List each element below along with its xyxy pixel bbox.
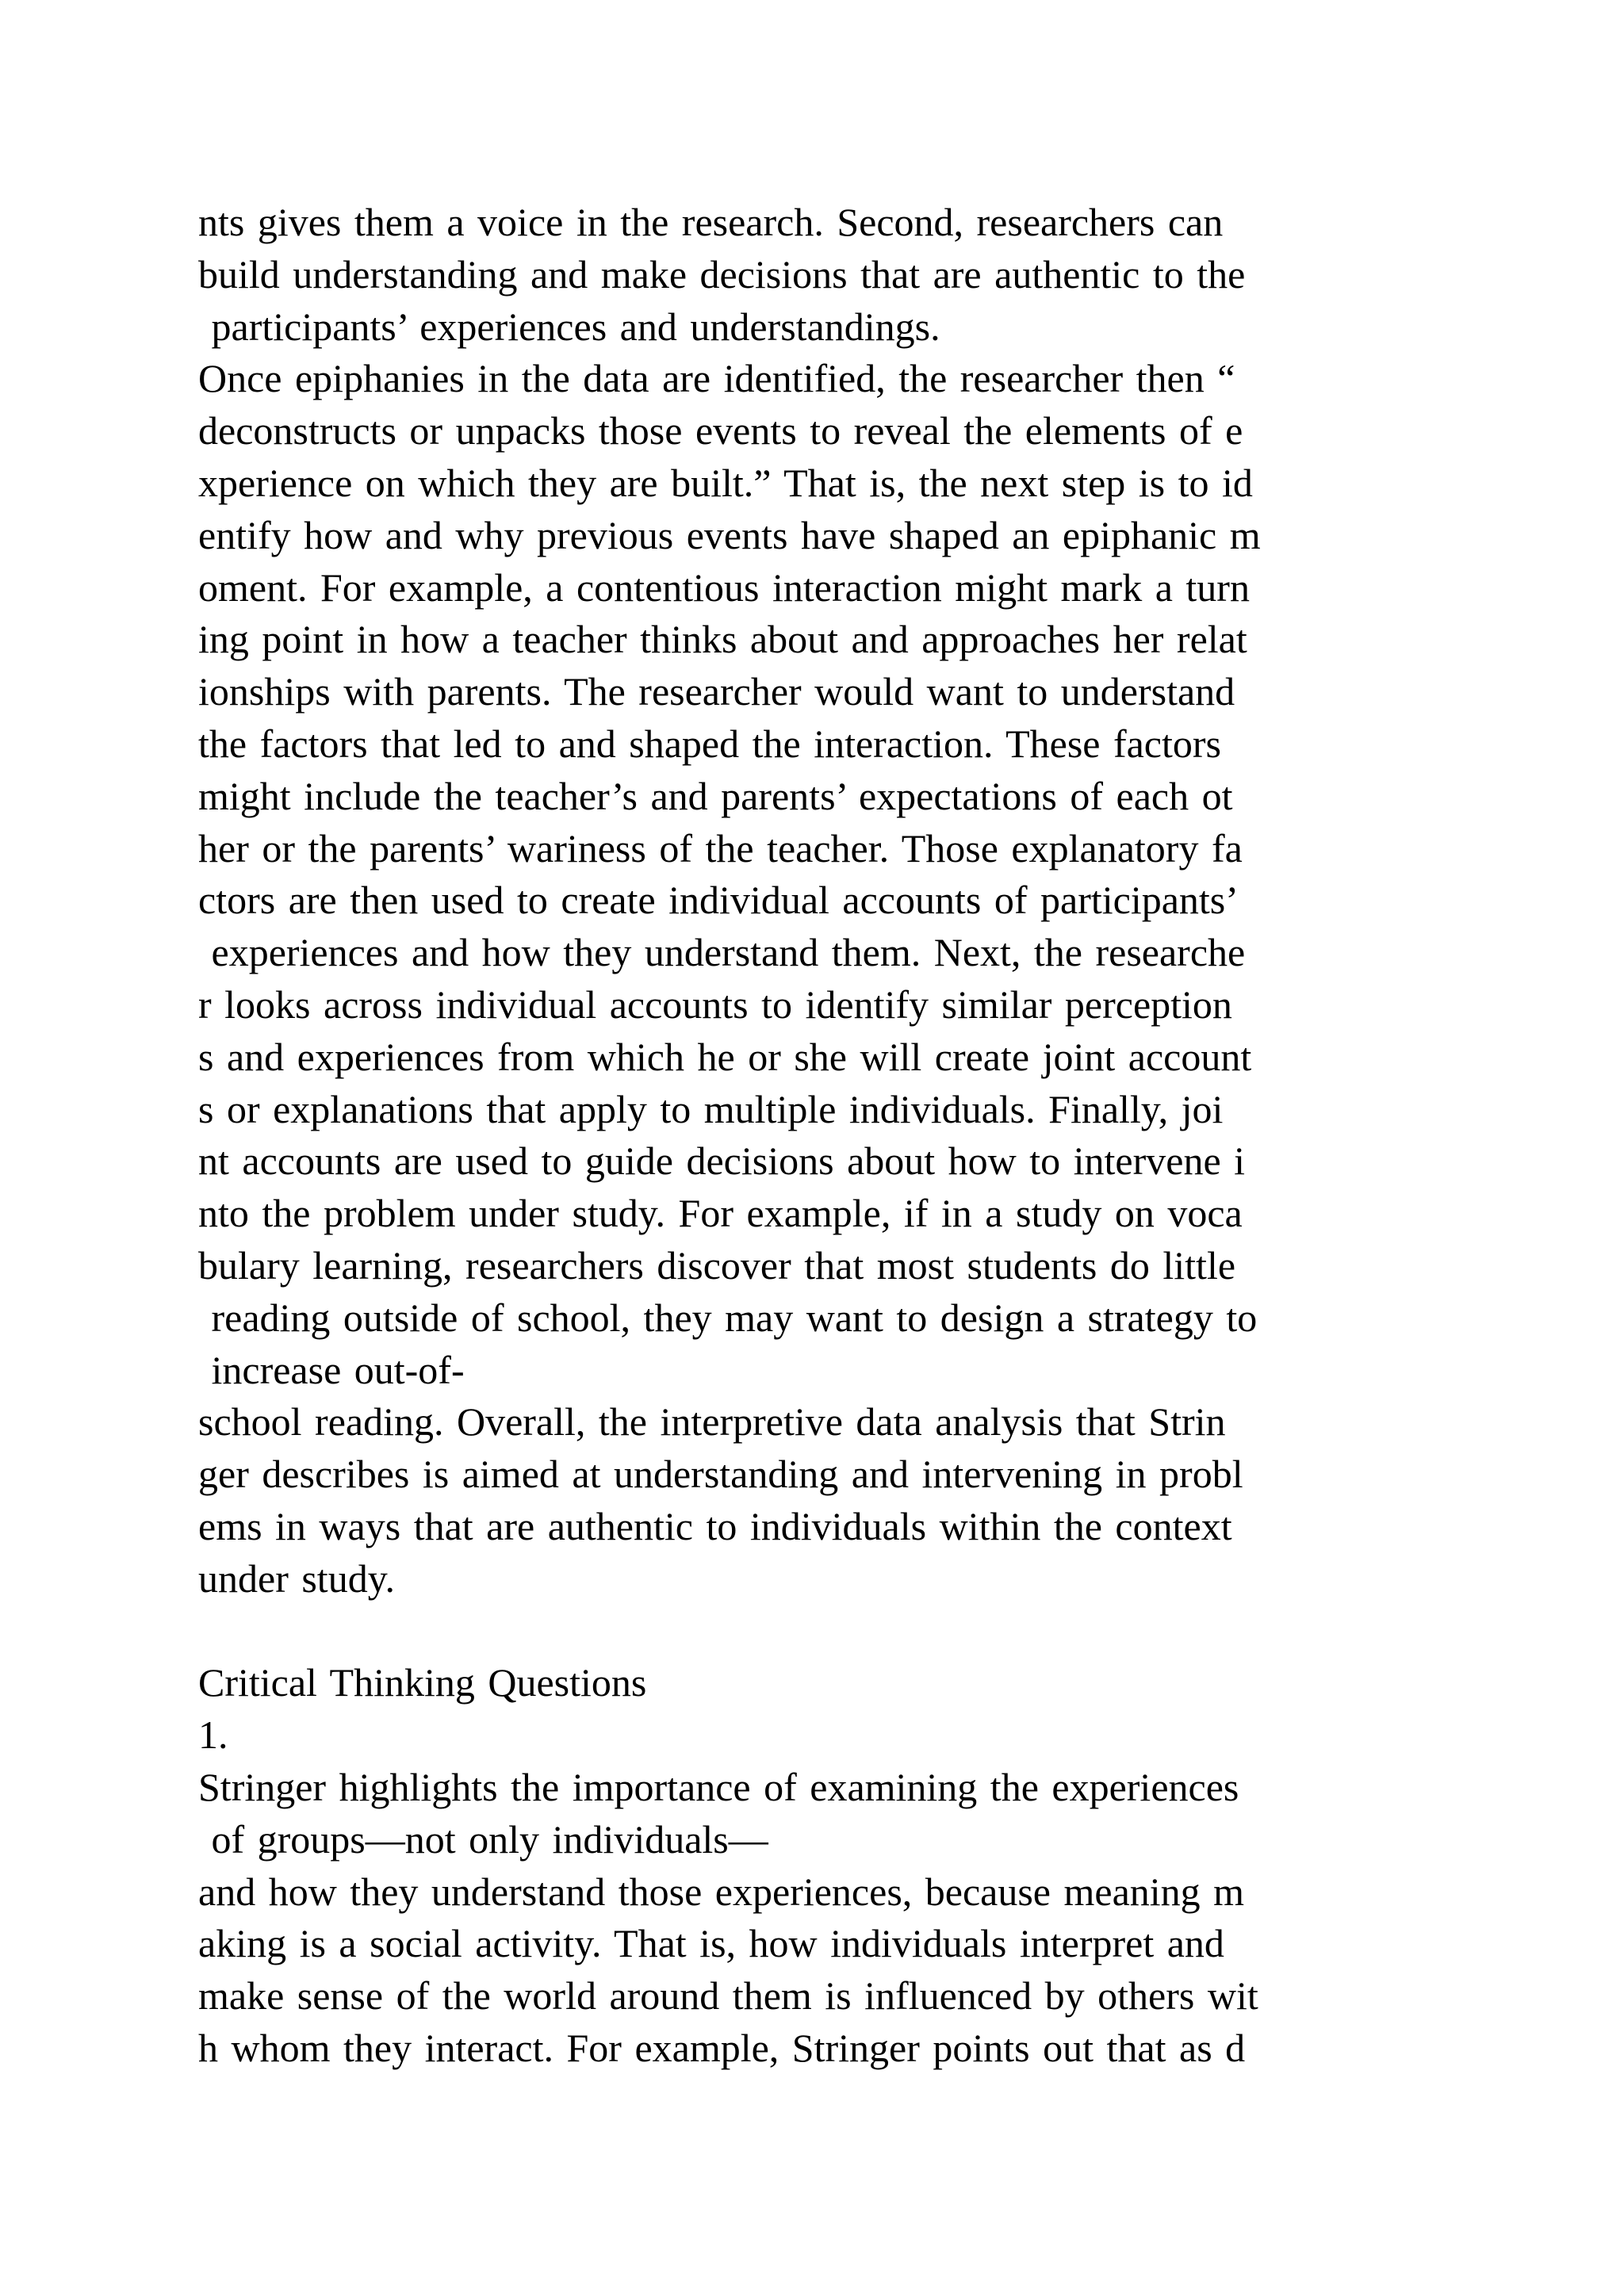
text-line: s or explanations that apply to multiple individuals. Finally, joi	[198, 1086, 1224, 1131]
text-line: r looks across individual accounts to identify similar perception	[198, 982, 1232, 1027]
text-line: experiences and how they understand them. Next, the researche	[198, 930, 1246, 975]
text-line: deconstructs or unpacks those events to reveal the elements of e	[198, 408, 1243, 453]
text-line: Stringer highlights the importance of examining the experiences	[198, 1764, 1239, 1809]
section-heading: Critical Thinking Questions	[198, 1660, 647, 1705]
text-line: nts gives them a voice in the research. Second, researchers can	[198, 200, 1224, 244]
text-line: nto the problem under study. For example, if in a study on voca	[198, 1191, 1243, 1236]
text-line: aking is a social activity. That is, how individuals interpret and	[198, 1921, 1224, 1966]
text-line: build understanding and make decisions that are authentic to the	[198, 251, 1246, 297]
text-line: oment. For example, a contentious interaction might mark a turn	[198, 564, 1250, 610]
text-line: ger describes is aimed at understanding and intervening in probl	[198, 1452, 1243, 1497]
body-text	[198, 197, 1451, 2075]
text-line: under study.	[198, 1556, 395, 1601]
paragraph-gap	[198, 1605, 1451, 1658]
text-line: s and experiences from which he or she will create joint account	[198, 1034, 1252, 1079]
text-line: nt accounts are used to guide decisions about how to intervene i	[198, 1138, 1246, 1184]
text-line: school reading. Overall, the interpretive data analysis that Strin	[198, 1399, 1226, 1445]
text-line: her or the parents’ wariness of the teacher. Those explanatory fa	[198, 825, 1243, 871]
text-line: xperience on which they are built.” That is, the next step is to id	[198, 460, 1253, 505]
text-line: h whom they interact. For example, Stringer points out that as d	[198, 2025, 1246, 2070]
text-line: ctors are then used to create individual accounts of participants’	[198, 878, 1239, 923]
text-line: of groups—not only individuals—	[198, 1816, 768, 1862]
text-line: might include the teacher’s and parents’ expectations of each ot	[198, 773, 1233, 818]
text-line: participants’ experiences and understandings.	[198, 304, 940, 349]
text-line: ionships with parents. The researcher would want to understand	[198, 669, 1235, 714]
text-line: bulary learning, researchers discover that most students do little	[198, 1242, 1236, 1288]
text-line: and how they understand those experiences, because meaning m	[198, 1869, 1245, 1914]
text-line: Once epiphanies in the data are identified, the researcher then “	[198, 356, 1235, 401]
text-line: make sense of the world around them is influenced by others wit	[198, 1973, 1258, 2019]
text-line: the factors that led to and shaped the interaction. These factors	[198, 721, 1221, 766]
text-line: entify how and why previous events have shaped an epiphanic m	[198, 512, 1261, 557]
text-line: increase out-of-	[198, 1347, 465, 1392]
text-line: ems in ways that are authentic to individuals within the context	[198, 1503, 1232, 1548]
text-line: reading outside of school, they may want to design a strategy to	[198, 1295, 1258, 1340]
question-number: 1.	[198, 1712, 228, 1758]
text-line: ing point in how a teacher thinks about and approaches her relat	[198, 617, 1247, 662]
